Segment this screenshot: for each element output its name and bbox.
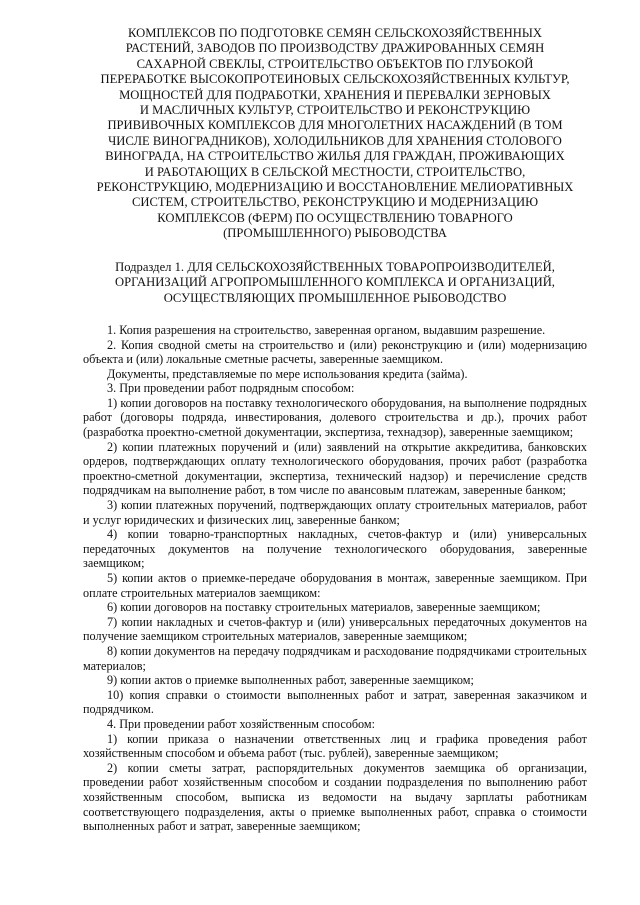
list-item: 2) копии платежных поручений и (или) заявлений на открытие аккредитива, банковских ордеров, подтверждающих оплату технологического оборудования, прочих работ (разработка проектно-сметной документации, экспертиза, технический надзор) и перечисление средств подрядчикам на выполнение работ, в том числе по авансовым платежам, заверенные банком;	[83, 439, 587, 498]
heading-line: (ПРОМЫШЛЕННОГО) РЫБОВОДСТВА	[223, 226, 447, 241]
heading-line: ВИНОГРАДА, НА СТРОИТЕЛЬСТВО ЖИЛЬЯ ДЛЯ ГРАЖДАН, ПРОЖИВАЮЩИХ	[105, 149, 565, 164]
list-item: 3) копии платежных поручений, подтверждающих оплату строительных материалов, работ и услуг юридических и физических лиц, заверенные банком;	[83, 498, 587, 527]
section-heading	[83, 26, 587, 242]
paragraph: 1. Копия разрешения на строительство, заверенная органом, выдавшим разрешение.	[107, 322, 546, 337]
list-item: 1) копии приказа о назначении ответственных лиц и графика проведения работ хозяйственным способом и объема работ (тыс. рублей), заверенные заемщиком;	[83, 731, 587, 761]
list-item: 5) копии актов о приемке-передаче оборудования в монтаж, заверенные заемщиком. При оплате строительных материалов заемщиком:	[83, 571, 587, 600]
document-body	[83, 323, 587, 834]
list-item: 2) копии сметы затрат, распорядительных документов заемщика об организации, проведении работ хозяйственным способом и создании подразделения по выполнению работ хозяйственным способом, выписка из ведомости на выдачу зарплаты работникам соответствующего подразделения, акты о приемке выполненных работ, справка о стоимости выполненных работ и затрат, заверенные заемщиком;	[83, 760, 587, 834]
subheading-line: ОРГАНИЗАЦИЙ АГРОПРОМЫШЛЕННОГО КОМПЛЕКСА И ОРГАНИЗАЦИЙ,	[115, 275, 555, 290]
heading-line: ПЕРЕРАБОТКЕ ВЫСОКОПРОТЕИНОВЫХ СЕЛЬСКОХОЗЯЙСТВЕННЫХ КУЛЬТУР,	[100, 72, 570, 87]
heading-line: КОМПЛЕКСОВ (ФЕРМ) ПО ОСУЩЕСТВЛЕНИЮ ТОВАРНОГО	[157, 210, 513, 225]
paragraph: 3. При проведении работ подрядным способом:	[107, 381, 355, 396]
subheading-line: ОСУЩЕСТВЛЯЮЩИХ ПРОМЫШЛЕННОЕ РЫБОВОДСТВО	[163, 290, 507, 305]
heading-line: И МАСЛИЧНЫХ КУЛЬТУР, СТРОИТЕЛЬСТВО И РЕКОНСТРУКЦИЮ	[139, 103, 531, 118]
heading-line: РЕКОНСТРУКЦИЮ, МОДЕРНИЗАЦИЮ И ВОССТАНОВЛЕНИЕ МЕЛИОРАТИВНЫХ	[96, 180, 574, 195]
list-item: 1) копии договоров на поставку технологического оборудования, на выполнение подрядных работ (договоры подряда, инвестирования, долевого строительства и др.), прочих работ (разработка проектно-сметной документации, экспертиза, технадзор), заверенные заемщиком;	[83, 395, 587, 440]
subheading-line: Подраздел 1. ДЛЯ СЕЛЬСКОХОЗЯЙСТВЕННЫХ ТОВАРОПРОИЗВОДИТЕЛЕЙ,	[115, 259, 555, 274]
paragraph: 2. Копия сводной сметы на строительство и (или) реконструкцию и (или) модернизацию объекта и (или) локальные сметные расчеты, заверенные заемщиком.	[83, 337, 587, 367]
list-item: 6) копии договоров на поставку строительных материалов, заверенные заемщиком;	[107, 600, 541, 615]
heading-line: ПРИВИВОЧНЫХ КОМПЛЕКСОВ ДЛЯ МНОГОЛЕТНИХ НАСАЖДЕНИЙ (В ТОМ	[107, 118, 563, 133]
heading-line: СИСТЕМ, СТРОИТЕЛЬСТВО, РЕКОНСТРУКЦИЮ И МОДЕРНИЗАЦИЮ	[131, 195, 539, 210]
heading-line: КОМПЛЕКСОВ ПО ПОДГОТОВКЕ СЕМЯН СЕЛЬСКОХОЗЯЙСТВЕННЫХ	[128, 26, 542, 40]
paragraph: Документы, представляемые по мере использования кредита (займа).	[107, 366, 468, 381]
heading-line: САХАРНОЙ СВЕКЛЫ, СТРОИТЕЛЬСТВО ОБЪЕКТОВ ПО ГЛУБОКОЙ	[136, 56, 534, 71]
subsection-heading	[83, 260, 587, 306]
list-item: 7) копии накладных и счетов-фактур и (или) универсальных передаточных документов на получение заемщиком строительных материалов, заверенные заемщиком;	[83, 614, 587, 644]
list-item: 10) копия справки о стоимости выполненных работ и затрат, заверенная заказчиком и подрядчиком.	[83, 687, 587, 717]
heading-line: И РАБОТАЮЩИХ В СЕЛЬСКОЙ МЕСТНОСТИ, СТРОИТЕЛЬСТВО,	[144, 164, 526, 179]
heading-line: МОЩНОСТЕЙ ДЛЯ ПОДРАБОТКИ, ХРАНЕНИЯ И ПЕРЕВАЛКИ ЗЕРНОВЫХ	[119, 87, 551, 102]
list-item: 9) копии актов о приемке выполненных работ, заверенные заемщиком;	[107, 673, 474, 688]
heading-line: РАСТЕНИЙ, ЗАВОДОВ ПО ПРОИЗВОДСТВУ ДРАЖИРОВАННЫХ СЕМЯН	[125, 41, 545, 56]
heading-line: ЧИСЛЕ ВИНОГРАДНИКОВ), ХОЛОДИЛЬНИКОВ ДЛЯ ХРАНЕНИЯ СТОЛОВОГО	[108, 133, 562, 148]
paragraph: 4. При проведении работ хозяйственным способом:	[107, 716, 376, 731]
list-item: 8) копии документов на передачу подрядчикам и расходование подрядчиками строительных материалов;	[83, 643, 587, 673]
list-item: 4) копии товарно-транспортных накладных, счетов-фактур и (или) универсальных передаточных документов на получение технологического оборудования, заверенные заемщиком;	[83, 527, 587, 571]
